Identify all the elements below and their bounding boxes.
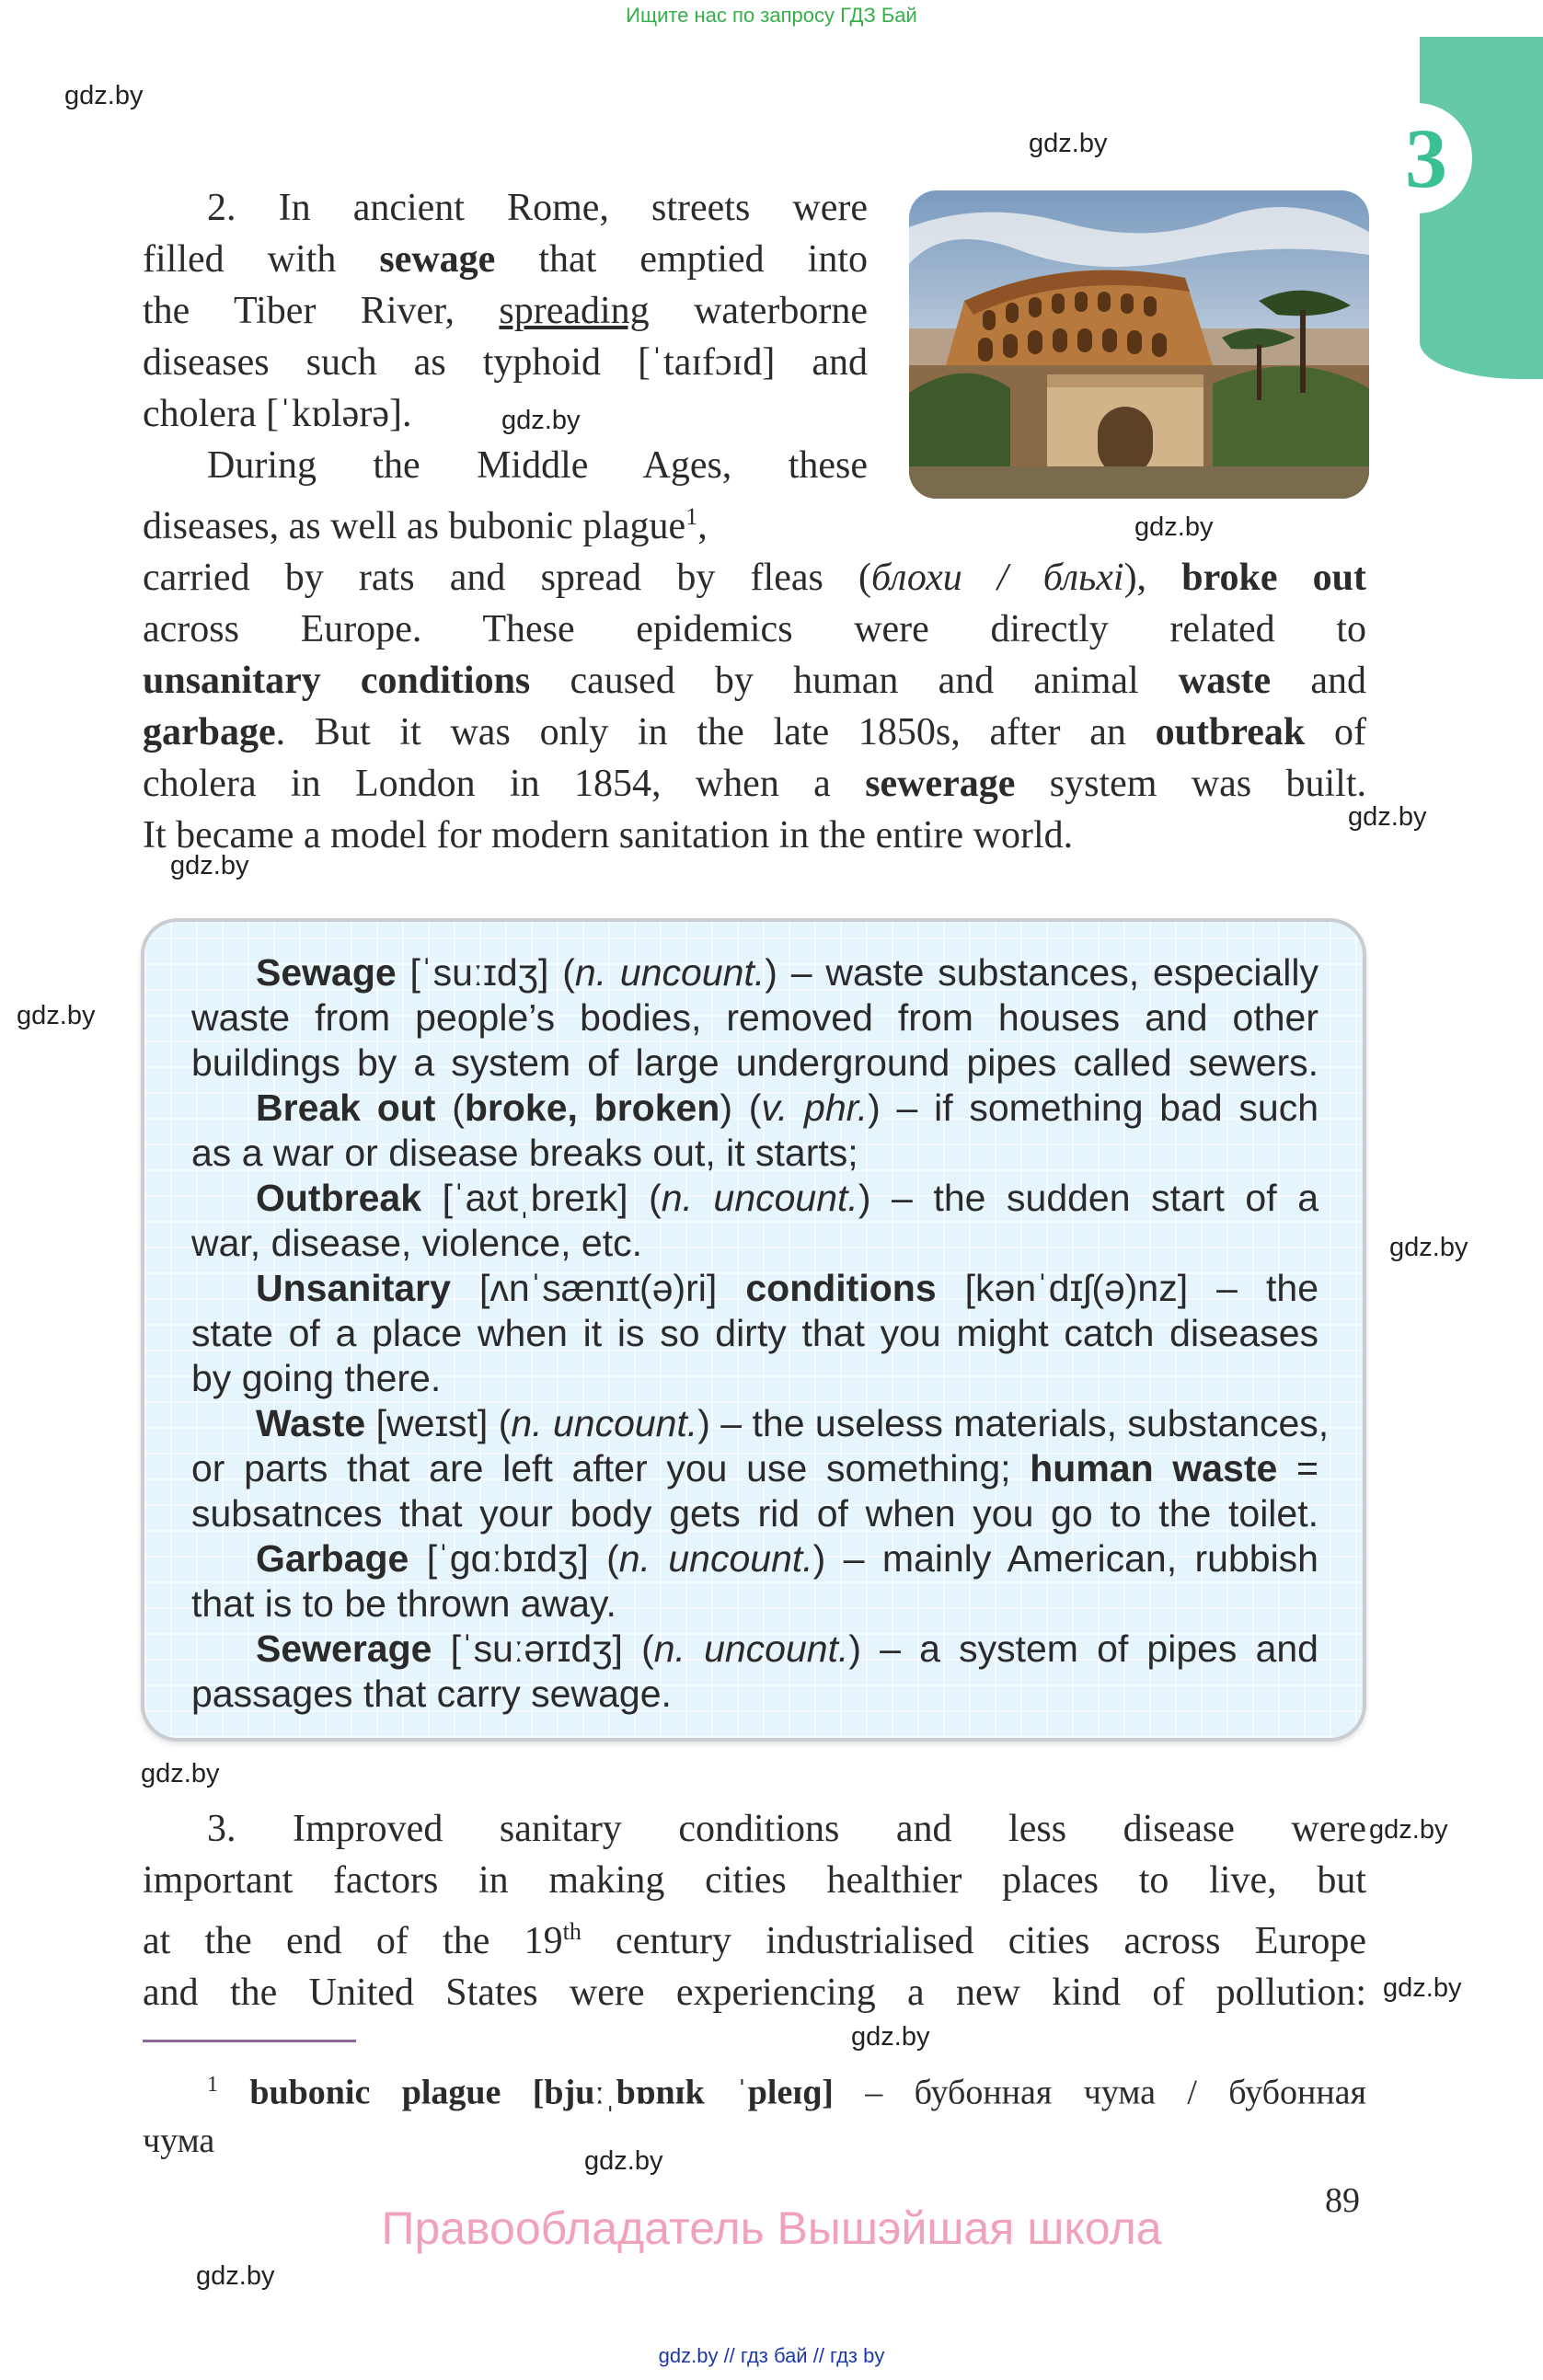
vocab-text: [kənˈdɪʃ(ə)nz] – the [936,1267,1318,1309]
para2-text: diseases such as typhoid [ˈtaɪfɔɪd] and [143,341,868,384]
footnote-text: – бубонная чума / бубонная [833,2073,1367,2112]
translation-fleas: блохи / бльхі [871,557,1124,599]
watermark: gdz.by [141,1759,220,1788]
vocab-text: state of a place when it is so dirty that you might catch diseases [191,1312,1318,1354]
vocab-text: as a war or disease breaks out, it starts; [191,1132,858,1174]
para2-text: cholera [ˈkɒlərə]. [143,393,412,435]
para2-text: waterborne [649,290,868,332]
vocab-text: by going there. [191,1357,442,1399]
term-broke-out: broke out [1181,557,1367,599]
vocab-term: Sewerage [256,1627,432,1670]
vocab-entry-break-out [191,1086,1318,1176]
vocab-text: ) – if something bad such [868,1087,1319,1129]
watermark: gdz.by [1369,1815,1448,1845]
middle-ages-text: It became a model for modern sanitation in the entire world. [143,814,1074,857]
vocab-term: Waste [256,1402,366,1444]
vocab-text: ) ( [720,1087,762,1129]
para3-text: century industrialised cities across Europe [581,1920,1367,1962]
vocab-term: Outbreak [256,1177,421,1219]
para3-text: 3. Improved sanitary conditions and less disease were [207,1808,1366,1850]
vocab-text: = [1277,1447,1318,1489]
middle-ages-text: ), [1123,557,1182,599]
superscript-th: th [562,1918,582,1945]
watermark: gdz.by [1348,802,1427,832]
copyright-notice: Правообладатель Вышэйшая школа [381,2202,1162,2254]
underlined-spreading: spreading [499,290,650,332]
middle-ages-text: carried by rats and spread by fleas ( [143,557,871,599]
vocab-text: war, disease, violence, etc. [191,1222,642,1264]
middle-ages-text: diseases, as well as bubonic plague [143,505,686,547]
vocab-text: or parts that are left after you use something; [191,1447,1031,1489]
vocab-text: [ˈsuːərɪdʒ] ( [432,1627,654,1670]
paragraph-3 [143,1803,1366,2018]
para2-text: filled with [143,238,380,281]
vocab-text: ) – a system of pipes and [848,1627,1318,1670]
footnote-ref[interactable]: 1 [685,503,698,530]
vocab-term: human waste [1030,1447,1278,1489]
vocab-pos: v. phr. [761,1087,869,1129]
vocab-term: Sewage [256,951,397,994]
vocab-pos: n. uncount. [618,1537,813,1580]
vocab-text: ) – the sudden start of a [858,1177,1318,1219]
chapter-number: 3 [1380,103,1472,213]
footnote [143,2061,1366,2165]
vocab-text: [ˈɡɑːbɪdʒ] ( [409,1537,619,1580]
vocab-entry-outbreak [191,1176,1318,1266]
vocabulary-list [191,950,1330,1717]
term-outbreak: outbreak [1155,711,1306,753]
watermark: gdz.by [1029,129,1108,158]
watermark: gdz.by [170,851,249,880]
footnote-pron: [bjuːˌbɒnɪk ˈpleɪɡ] [501,2073,834,2112]
watermark: gdz.by [851,2022,930,2052]
vocab-text: subsatnces that your body gets rid of when you go to the toilet. [191,1492,1318,1535]
term-sewage: sewage [379,238,496,281]
paragraph-2 [143,182,868,440]
vocab-text: [weɪst] ( [365,1402,512,1444]
watermark: gdz.by [501,406,581,435]
middle-ages-text: caused by human and animal [530,660,1179,702]
middle-ages-text: and [1271,660,1366,702]
footnote-text: чума [143,2121,215,2160]
middle-ages-text: across Europe. These epidemics were directly related to [143,608,1366,650]
vocab-term: Break out [256,1087,436,1129]
middle-ages-text: of [1305,711,1366,753]
para3-text: at the end of the 19 [143,1920,563,1962]
vocab-term: Garbage [256,1537,409,1580]
vocab-text: ) – the useless materials, substances, [697,1402,1330,1444]
middle-ages-text: , [697,505,708,547]
vocab-term: Unsanitary [256,1267,451,1309]
vocab-entry-unsanitary-conditions [191,1266,1318,1401]
vocab-text: ) – waste substances, especially [765,951,1318,994]
paragraph-middle-ages [143,440,1366,861]
watermark: gdz.by [196,2261,275,2291]
page-number: 89 [1325,2181,1360,2220]
vocab-text: waste from people’s bodies, removed from houses and other [191,996,1318,1039]
middle-ages-text: cholera in London in 1854, when a [143,763,866,805]
top-banner[interactable]: Ищите нас по запросу ГДЗ Бай [626,4,917,27]
vocab-term: conditions [745,1267,937,1309]
vocab-text: that is to be thrown away. [191,1582,616,1625]
para3-text: and the United States were experiencing a new kind of pollution: [143,1972,1366,2014]
para3-text: important factors in making cities healthier places to live, but [143,1859,1366,1902]
term-unsanitary-conditions: unsanitary conditions [143,660,531,702]
middle-ages-text: During the Middle Ages, these [207,444,868,487]
vocab-pos: n. uncount. [661,1177,858,1219]
footnote-rule [143,2040,356,2042]
vocab-entry-waste [191,1401,1330,1536]
bottom-banner[interactable]: gdz.by // гдз бай // гдз by [658,2344,885,2367]
para2-text: that emptied into [495,238,869,281]
para2-line1: 2. In ancient Rome, streets were [207,187,868,229]
footnote-number: 1 [207,2073,218,2097]
vocab-text: ( [435,1087,465,1129]
watermark: gdz.by [17,1001,96,1030]
vocab-text: [ˈaʊtˌbreɪk] ( [421,1177,662,1219]
watermark: gdz.by [1389,1233,1468,1262]
vocab-text: ) – mainly American, rubbish [812,1537,1318,1580]
middle-ages-text: system was built. [1015,763,1366,805]
watermark: gdz.by [64,81,144,110]
vocab-text: passages that carry sewage. [191,1673,672,1715]
vocab-text: buildings by a system of large underground pipes called sewers. [191,1041,1318,1084]
vocab-pos: n. uncount. [653,1627,849,1670]
vocab-entry-sewage [191,950,1318,1086]
vocab-entry-sewerage [191,1627,1318,1717]
vocab-pos: n. uncount. [574,951,766,994]
footnote-term: bubonic plague [249,2073,501,2112]
term-waste: waste [1178,660,1272,702]
term-sewerage: sewerage [865,763,1016,805]
vocab-text: [ʌnˈsænɪt(ə)ri] [450,1267,746,1309]
para2-text: the Tiber River, [143,290,500,332]
watermark: gdz.by [1134,512,1214,542]
watermark: gdz.by [1383,1973,1462,2003]
watermark: gdz.by [584,2146,663,2176]
vocab-pos: n. uncount. [511,1402,698,1444]
vocab-text: [ˈsuːɪdʒ] ( [396,951,575,994]
vocab-forms: broke, broken [464,1087,720,1129]
vocab-entry-garbage [191,1536,1318,1627]
middle-ages-text: . But it was only in the late 1850s, after an [275,711,1156,753]
term-garbage: garbage [143,711,276,753]
